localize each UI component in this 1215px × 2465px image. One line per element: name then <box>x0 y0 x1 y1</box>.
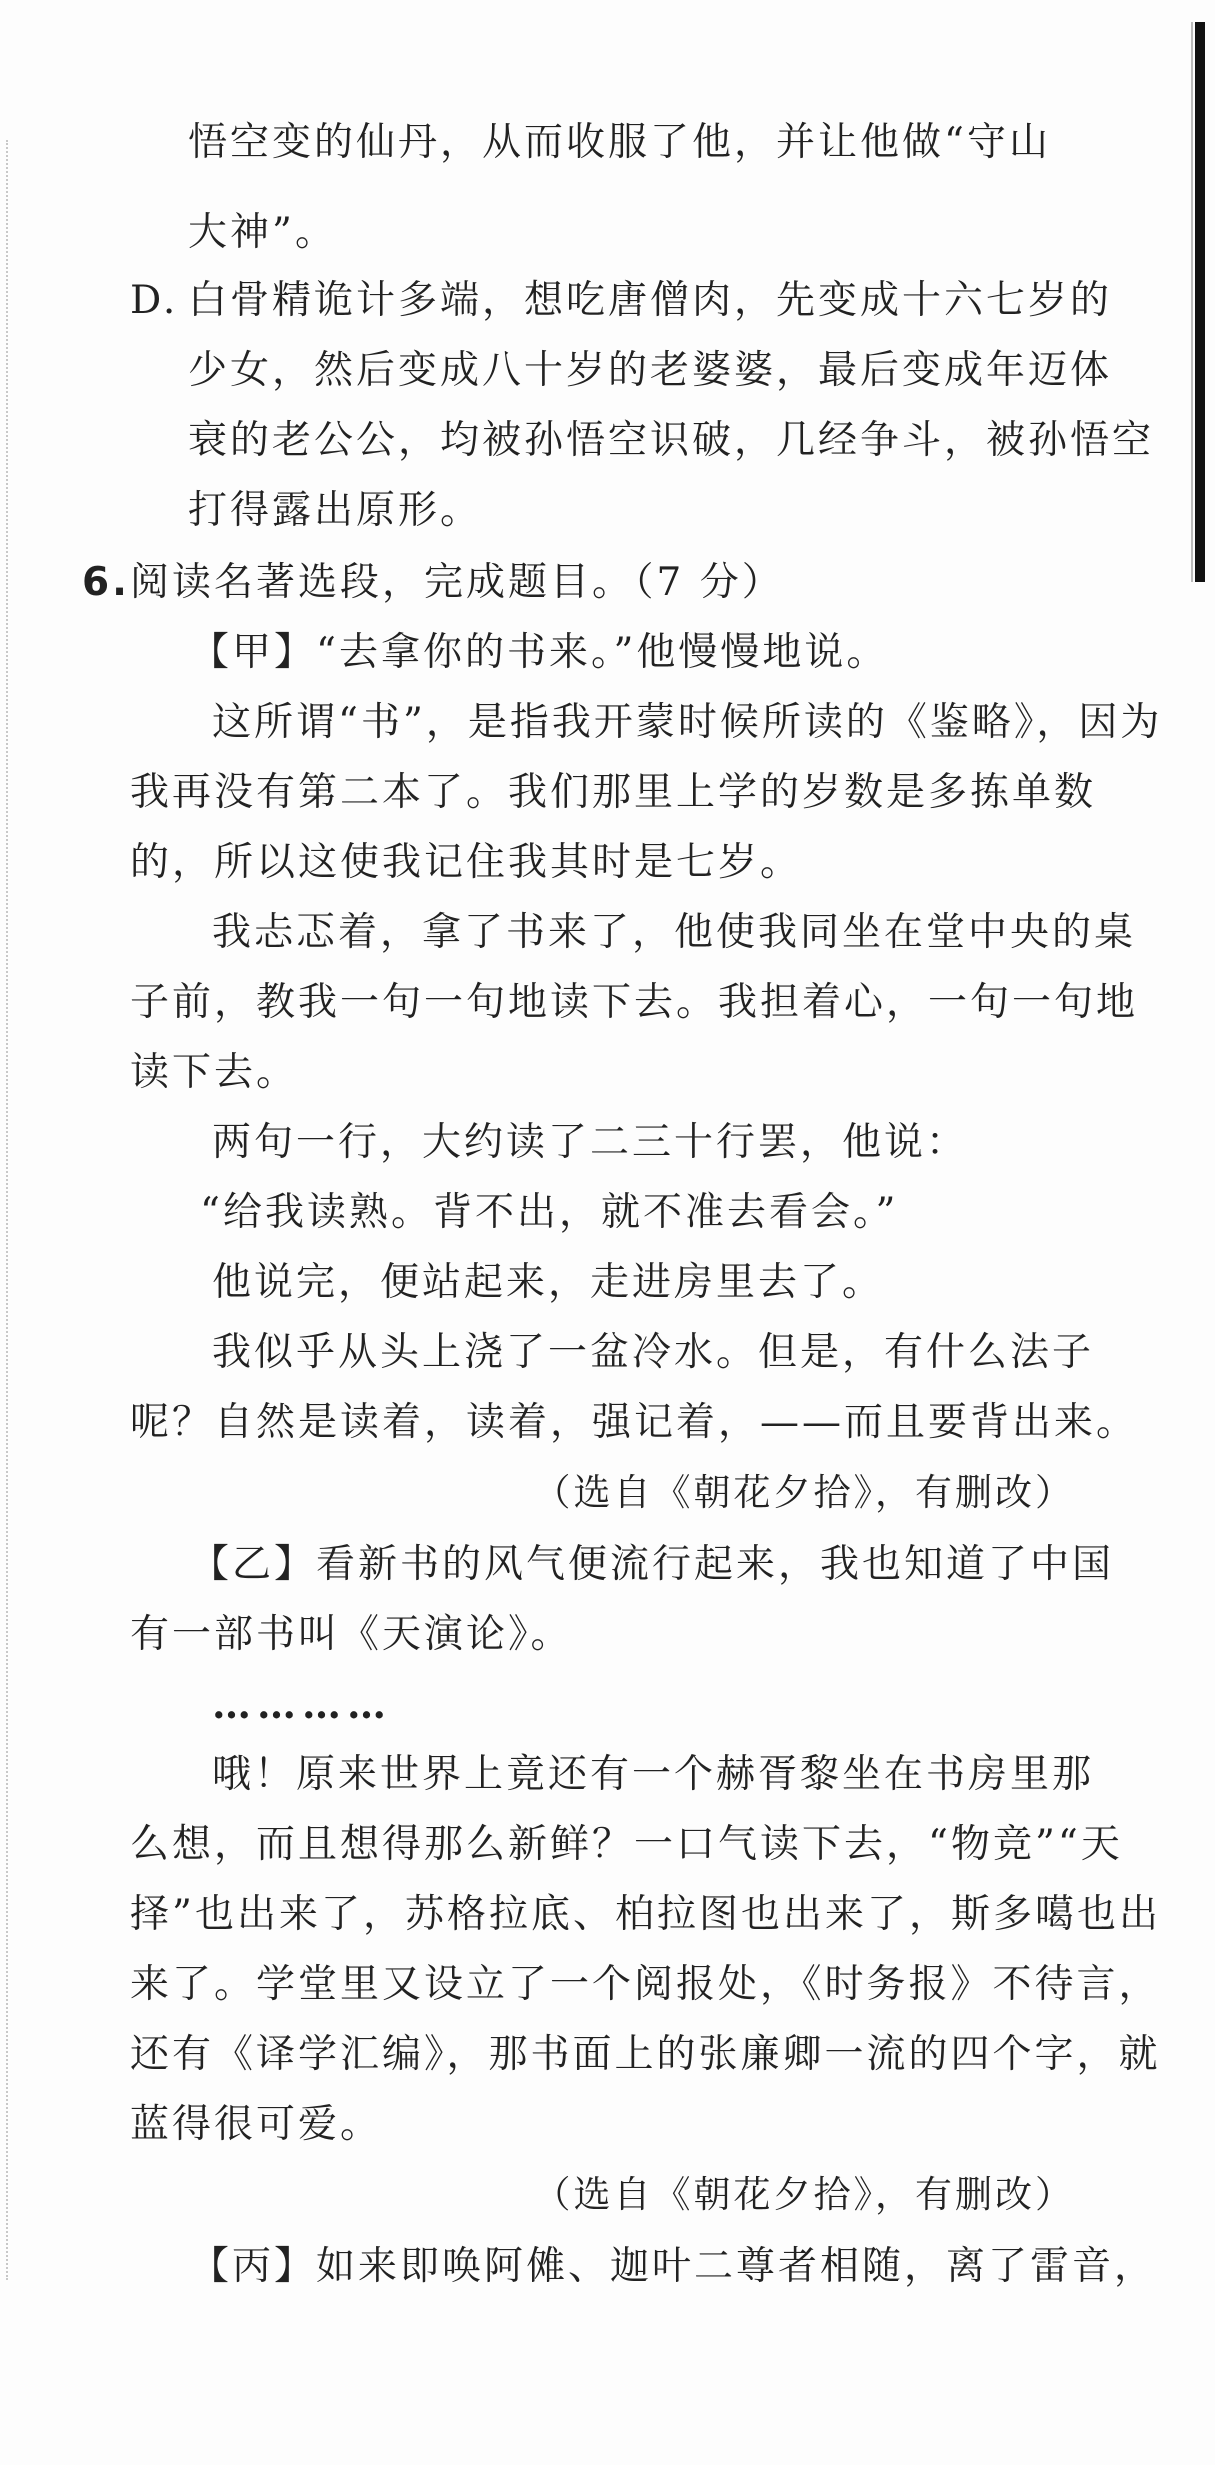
jia-line-8: 两句一行，大约读了二三十行罢，他说： <box>212 1120 969 1165</box>
yi-line-8: 蓝得很可爱。 <box>130 2102 383 2147</box>
option-d-line-3: 衰的老公公，均被孙悟空识破，几经争斗，被孙悟空 <box>188 418 1155 463</box>
yi-line-2: 有一部书叫《天演论》。 <box>130 1612 573 1657</box>
jia-line-6: 子前，教我一句一句地读下去。我担着心，一句一句地 <box>130 980 1139 1025</box>
option-c-line-2: 大神”。 <box>188 210 337 255</box>
page-edge-bar <box>1195 22 1205 582</box>
jia-line-3: 我再没有第二本了。我们那里上学的岁数是多拣单数 <box>130 770 1097 815</box>
jia-line-1: 【甲】“去拿你的书来。”他慢慢地说。 <box>190 630 889 675</box>
bing-line-1: 【丙】如来即唤阿傩、迦叶二尊者相随，离了雷音， <box>190 2244 1157 2289</box>
question-number: 6. <box>82 560 130 605</box>
margin-dotted-line <box>6 140 8 2280</box>
yi-line-6: 来了。学堂里又设立了一个阅报处，《时务报》不待言， <box>130 1962 1161 2007</box>
jia-line-11: 我似乎从头上浇了一盆冷水。但是，有什么法子 <box>212 1330 1095 1375</box>
jia-line-10: 他说完，便站起来，走进房里去了。 <box>212 1260 885 1305</box>
yi-line-4: 么想，而且想得那么新鲜？一口气读下去，“物竞”“天 <box>130 1822 1123 1867</box>
jia-line-12: 呢？自然是读着，读着，强记着，——而且要背出来。 <box>130 1400 1139 1445</box>
jia-line-4: 的，所以这使我记住我其时是七岁。 <box>130 840 803 885</box>
option-d-line-1: 白骨精诡计多端，想吃唐僧肉，先变成十六七岁的 <box>188 278 1113 323</box>
page-edge-line <box>1191 22 1193 582</box>
yi-line-5: 择”也出来了，苏格拉底、柏拉图也出来了，斯多噶也出 <box>130 1892 1161 1937</box>
yi-source: （选自《朝花夕拾》，有删改） <box>533 2173 1075 2216</box>
question-prompt: 阅读名著选段，完成题目。（7 分） <box>130 560 784 605</box>
jia-line-2: 这所谓“书”，是指我开蒙时候所读的《鉴略》，因为 <box>212 700 1163 745</box>
yi-line-7: 还有《译学汇编》，那书面上的张廉卿一流的四个字，就 <box>130 2032 1161 2077</box>
jia-line-5: 我忐忑着，拿了书来了，他使我同坐在堂中央的桌 <box>212 910 1137 955</box>
option-d-line-2: 少女，然后变成八十岁的老婆婆，最后变成年迈体 <box>188 348 1113 393</box>
yi-line-1: 【乙】看新书的风气便流行起来，我也知道了中国 <box>190 1542 1115 1587</box>
yi-ellipsis: ………… <box>212 1682 392 1728</box>
option-d-line-4: 打得露出原形。 <box>188 488 483 533</box>
jia-line-7: 读下去。 <box>130 1050 299 1095</box>
option-c-line-1: 悟空变的仙丹，从而收服了他，并让他做“守山 <box>188 120 1051 165</box>
yi-line-3: 哦！原来世界上竟还有一个赫胥黎坐在书房里那 <box>212 1752 1095 1797</box>
jia-source: （选自《朝花夕拾》，有删改） <box>533 1471 1075 1514</box>
jia-line-9: “给我读熟。背不出，就不准去看会。” <box>200 1190 899 1235</box>
option-d-label: D. <box>130 278 179 323</box>
